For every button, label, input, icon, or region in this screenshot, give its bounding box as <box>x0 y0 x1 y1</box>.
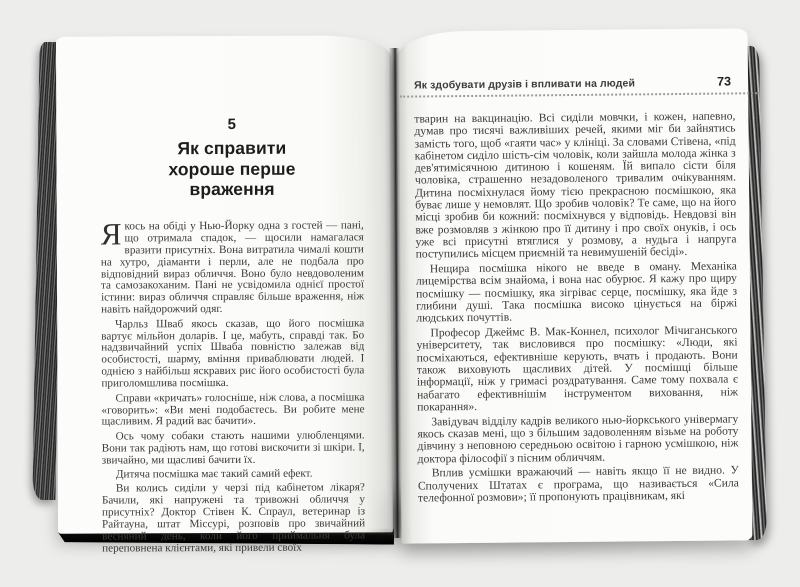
chapter-title: Як справити хороше перше враження <box>168 137 296 200</box>
page-number: 73 <box>717 74 732 89</box>
running-head <box>414 74 735 103</box>
paragraph: Ось чому собаки стають нашими улюбленцями. Вони так радіють нам, що готові вискочити зі шкіри. І, звичайно, ми щасливі бачити їх. <box>101 429 365 467</box>
paragraph: Вплив усмішки вражаючий — навіть якщо її не видно. У Сполучених Штатах є програма, що називається «Сила телефонної розмови»; її пропонують працівникам, які <box>417 463 739 505</box>
header-rule <box>400 92 760 97</box>
left-page <box>56 35 393 555</box>
paragraph: Чарльз Шваб якось сказав, що його посмішка вартує мільйон доларів. І це, мабуть, справді так. Бо надзвичайний успіх Шваба повністю залежав від особистості, шарму, вміння приваблювати людей. І однією з найбільш яскравих рис його особистості була приголомшлива посмішка. <box>101 317 365 390</box>
paragraph: Справи «кричать» голосніше, ніж слова, а посмішка «говорить»: «Ви мені подобаєтесь. Ви робите мене щасливим. Я радий вас бачити». <box>101 390 365 428</box>
drop-cap: Я <box>100 216 122 252</box>
right-page-text <box>414 110 739 504</box>
paragraph: Завідувач відділу кадрів великого нью-йоркського універмагу якось сказав мені, що з більшим задоволенням візьме на роботу дівчину з неповною середньою освітою і гарною усмішкою, ніж доктора філософії з пісним обличчям. <box>417 412 739 466</box>
chapter-number: 5 <box>227 115 237 133</box>
paragraph-text: кось на обіді у Нью-Йорку одна з гостей — пані, що отримала спадок, — щосили намагалася вразити присутніх. Вона витратила чималі кошти на хутро, діаманти і перли, але не подбала про відповідний вираз обличчя. Воно було невдоволеним та самозакоханим. Пані не усвідомила однієї простої істини: вираз обличчя справляє більше враження, ніж навіть найдорожчий одяг. <box>100 219 365 316</box>
right-page-content <box>414 74 739 507</box>
paragraph: Ви колись сиділи у черзі під кабінетом лікаря? Бачили, які напружені та тривожні обличчя у присутніх? Доктор Стівен К. Спраул, ветеринар із Райтауна, штат Міссурі, розповів про звичайний весняний день, коли його приймальня була переповнена клієнтами, які привели своїх <box>101 481 366 555</box>
paragraph: Професор Джеймс В. Мак-Коннел, психолог Мічиганського університету, так висловився про посмішку: «Люди, які посміхаються, ефективніше керують, вчать і продають. Вони також виховують щасливих дітей. У посмішці більше інформації, ніж у гримасі роздратування. Саме тому похвала є набагато ефективнішім інструментом виховання, ніж покарання». <box>416 323 739 414</box>
paragraph-with-dropcap <box>100 216 365 316</box>
running-header-title: Як здобувати друзів і впливати на людей <box>414 77 636 92</box>
left-page-text <box>100 216 366 555</box>
right-page <box>397 28 753 543</box>
paragraph: тварин на вакцинацію. Всі сиділи мовчки, і кожен, напевно, думав про тисячі важливіших речей, якими міг би зайнятись замість того, щоб «гаяти час» у клініці. За словами Стівена, «під кабінетом сиділо шість-сім чоловік, коли зайшла молода жінка з дев'ятимісячною дитиною і кошеням. Їй випало сісти біля чоловіка, страшенно незадоволеного тривалим очікуванням. Дитина посміхнулася йому тією прекрасною посмішкою, яка буває лише у немовлят. Що зробив чоловік? Те саме, що на його місці зробив би кожний: посміхнувся у відповідь. Невдовзі він вже розмовляв з жінкою про її дитину і про своїх онуків, і ось уже всі присутні втяглися у розмову, а нудьга і напруга поступились місцем приємній та невимушеній бесіді». <box>414 109 737 261</box>
left-page-content <box>100 115 365 558</box>
paragraph: Нещира посмішка нікого не введе в оману. Механіка лицемірства всім знайома, і вона нас обурює. Я кажу про щиру посмішку — посмішку, яка зігріває серце, посмішку, яка йде з глибини душі. Така посмішка високо цінується на біржі людських почуттів. <box>415 259 738 325</box>
paragraph: Дитяча посмішка має такий самий ефект. <box>115 467 313 481</box>
